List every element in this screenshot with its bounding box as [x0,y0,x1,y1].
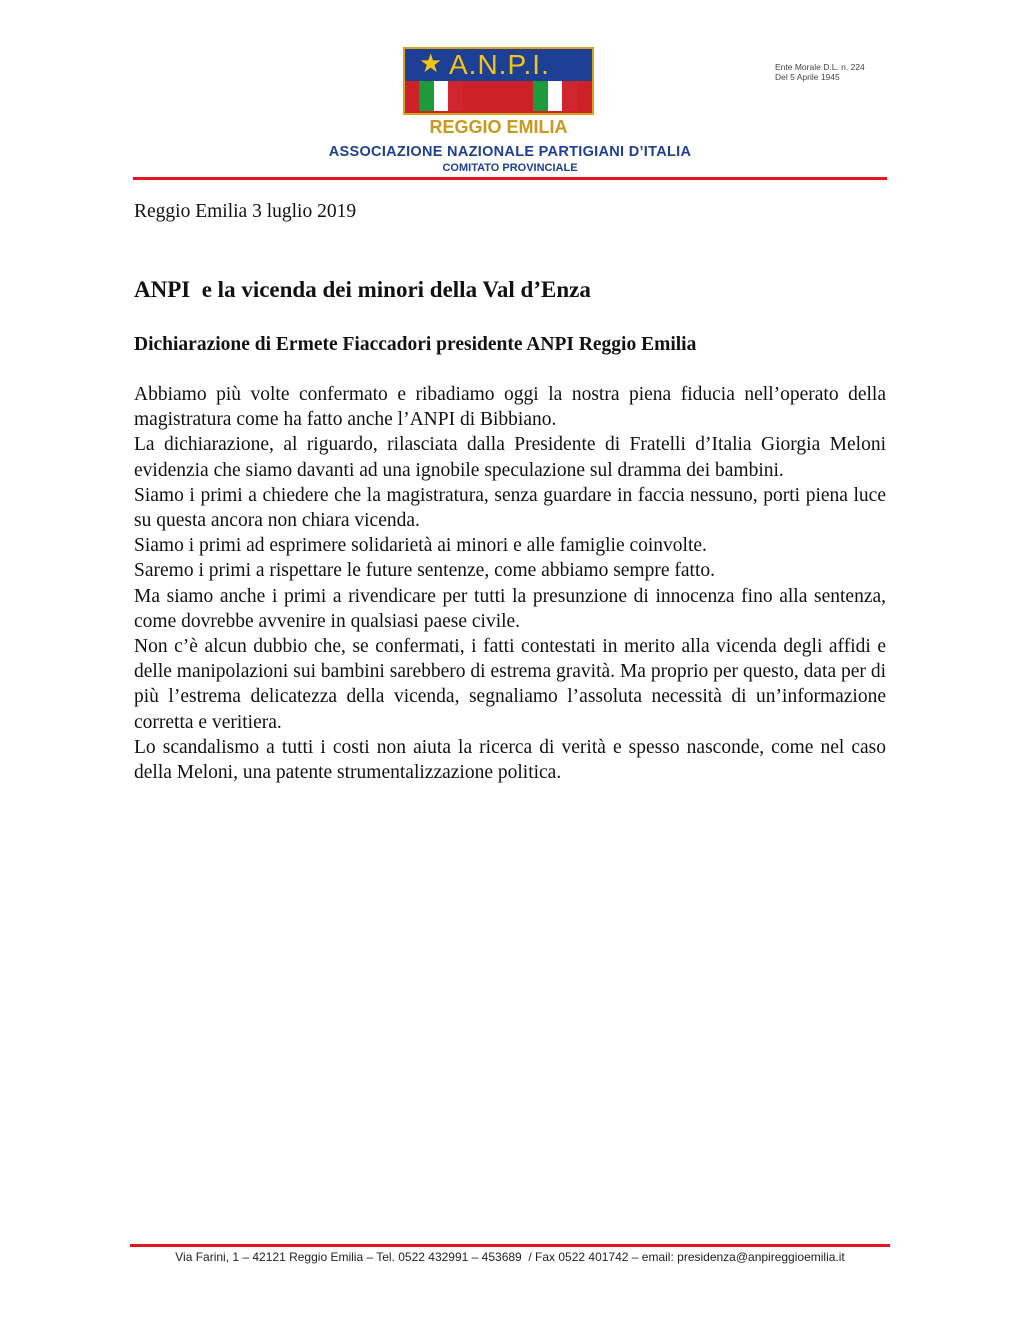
logo-banner [405,49,592,81]
ente-line-2: Del 5 Aprile 1945 [775,72,840,82]
association-name: ASSOCIAZIONE NAZIONALE PARTIGIANI D’ITALIA [328,144,692,160]
letter-title: ANPI e la vicenda dei minori della Val d’Enza [134,277,591,302]
paragraph: Siamo i primi a chiedere che la magistratura, senza guardare in faccia nessuno, porti piena luce su questa ancora non chiara vicenda. [134,484,886,532]
logo-text: A.N.P.I. [449,49,550,80]
letter-body [134,382,886,785]
footer-divider [130,1244,890,1247]
ente-line-1: Ente Morale D.L. n. 224 [775,62,865,72]
ente-morale-note [775,62,865,82]
paragraph: Saremo i primi a rispettare le future sentenze, come abbiamo sempre fatto. [134,560,715,582]
footer-contacts: Via Farini, 1 – 42121 Reggio Emilia – Tel. 0522 432991 – 453689 / Fax 0522 401742 – email: presidenza@anpireggioemilia.it [175,1250,845,1264]
paragraph: Non c’è alcun dubbio che, se confermati, i fatti contestati in merito alla vicenda degli affidi e delle manipolazioni sui bambini sarebbero di estrema gravità. Ma proprio per questo, data per di più l’estrema delicatezza della vicenda, segnaliamo l’assoluta necessità di un’informazione corretta e veritiera. [134,636,886,733]
paragraph: Ma siamo anche i primi a rivendicare per tutti la presunzione di innocenza fino alla sentenza, come dovrebbe avvenire in qualsiasi paese civile. [134,585,886,632]
logo-city: REGGIO EMILIA [429,117,568,137]
letter-date: Reggio Emilia 3 luglio 2019 [134,201,357,222]
paragraph: Siamo i primi ad esprimere solidarietà ai minori e alle famiglie coinvolte. [134,535,707,557]
anpi-logo [403,47,594,115]
star-icon: ★ [419,49,443,79]
header-divider [133,177,887,180]
letter-subtitle: Dichiarazione di Ermete Fiaccadori presidente ANPI Reggio Emilia [134,334,697,355]
paragraph: Abbiamo più volte confermato e ribadiamo oggi la nostra piena fiducia nell’operato della magistratura come ha fatto anche l’ANPI di Bibbiano. [134,384,886,431]
paragraph: Lo scandalismo a tutti i costi non aiuta la ricerca di verità e spesso nasconde, come nel caso della Meloni, una patente strumentalizzazione politica. [134,736,886,784]
italian-flag-icon [419,81,463,111]
paragraph: La dichiarazione, al riguardo, rilasciata dalla Presidente di Fratelli d’Italia Giorgia Meloni evidenzia che siamo davanti ad una ignobile speculazione sul dramma dei bambini. [134,434,886,481]
italian-flag-icon [533,81,577,111]
committee-name: COMITATO PROVINCIALE [442,162,578,174]
